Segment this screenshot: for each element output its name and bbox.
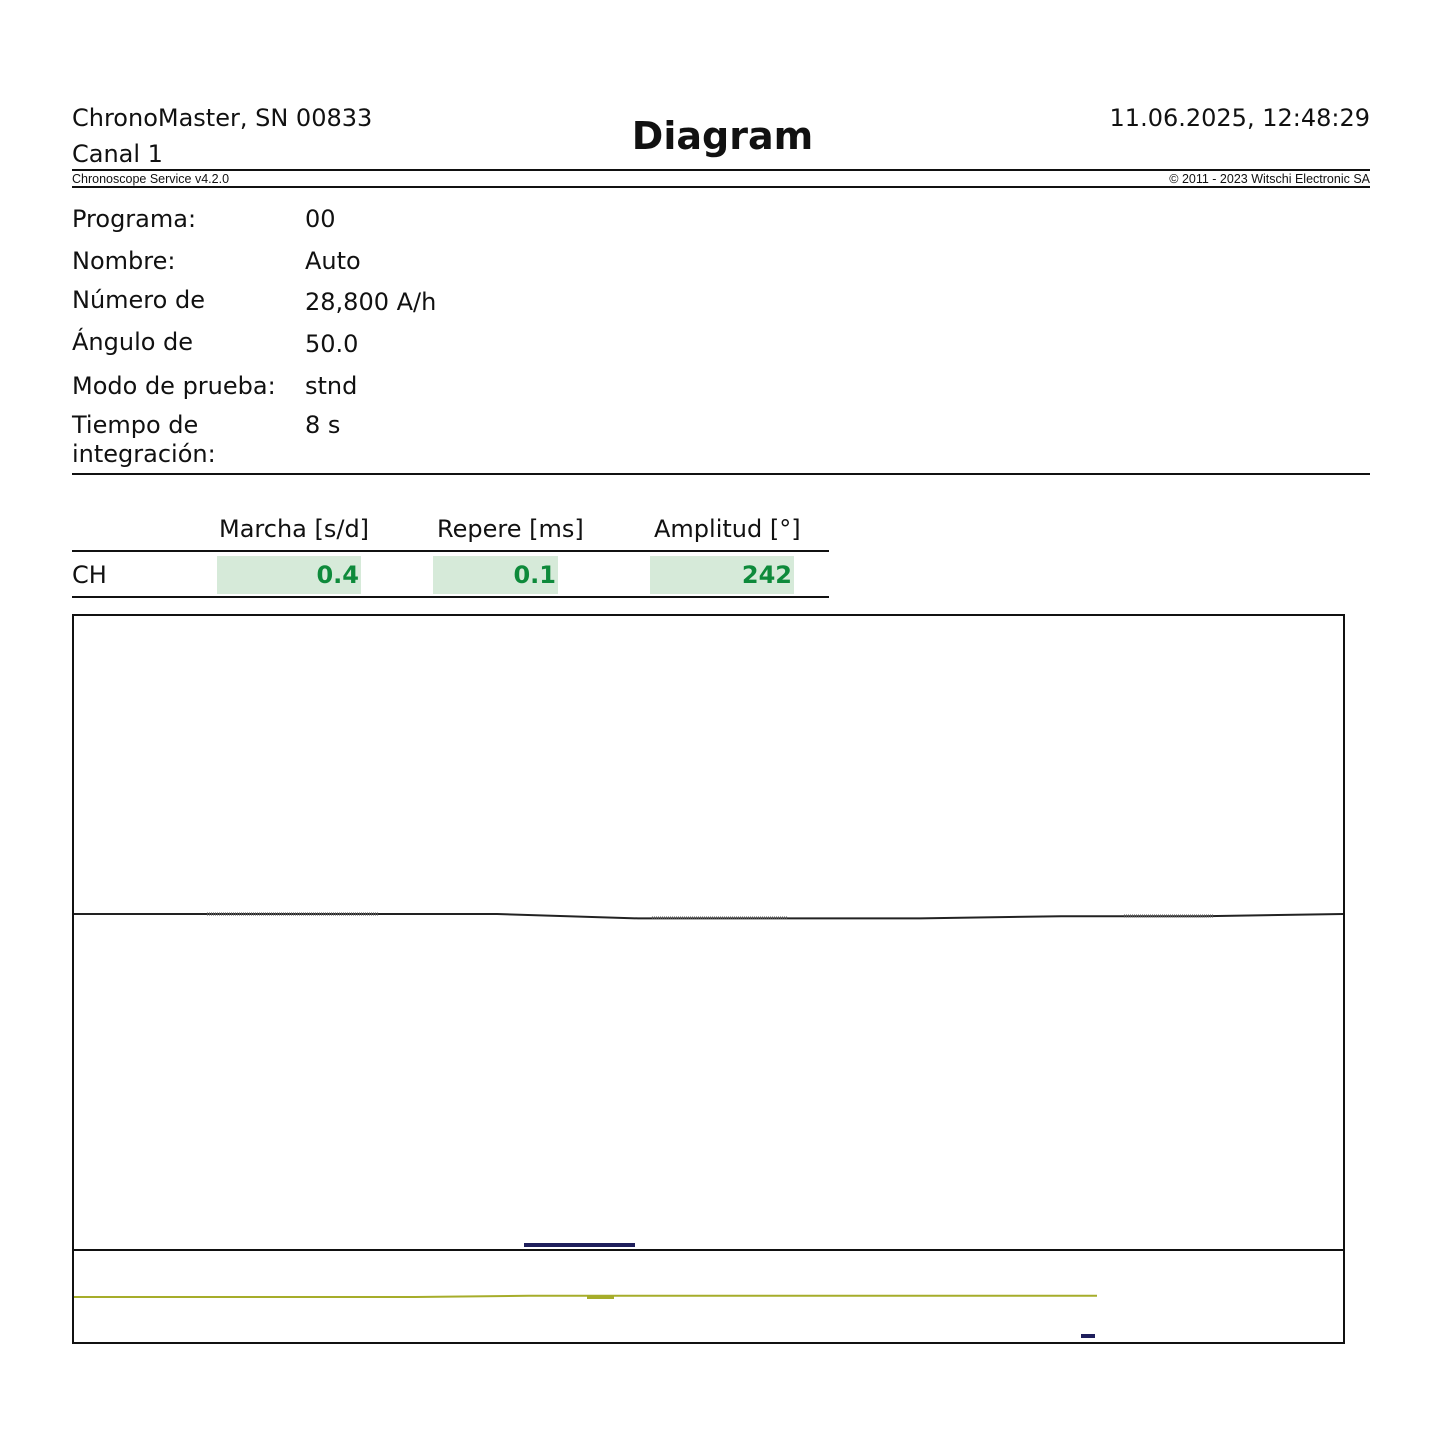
software-version: Chronoscope Service v4.2.0: [72, 172, 230, 186]
copyright-notice: © 2011 - 2023 Witschi Electronic SA: [1169, 172, 1370, 186]
channel-label: Canal 1: [72, 140, 163, 168]
params-rule: [72, 473, 1370, 475]
amplitude-value: 242: [650, 556, 794, 594]
param-label: Modo de prueba:: [72, 372, 276, 400]
results-bottom-rule: [72, 596, 829, 598]
param-label: Tiempo de integración:: [72, 411, 216, 468]
row-label: CH: [72, 561, 107, 589]
header-bottom-rule: [72, 186, 1370, 188]
beat-error-value: 0.1: [433, 556, 558, 594]
results-header-rule: [72, 550, 829, 552]
param-label: Programa:: [72, 205, 197, 233]
column-header: Marcha [s/d]: [219, 515, 370, 543]
param-value: 8 s: [305, 411, 341, 439]
device-name: ChronoMaster, SN 00833: [72, 104, 373, 132]
column-header: Repere [ms]: [437, 515, 584, 543]
param-value: stnd: [305, 372, 358, 400]
column-header: Amplitud [°]: [654, 515, 801, 543]
param-label: Número de: [72, 286, 205, 314]
param-value: Auto: [305, 247, 361, 275]
param-value: 50.0: [305, 330, 359, 358]
timestamp: 11.06.2025, 12:48:29: [1109, 104, 1370, 132]
param-label: Ángulo de: [72, 328, 194, 356]
param-value: 00: [305, 205, 336, 233]
diagram-frame: [73, 615, 1344, 1343]
header-top-rule: [72, 169, 1370, 171]
rate-value: 0.4: [217, 556, 361, 594]
param-label: Nombre:: [72, 247, 176, 275]
page-title: Diagram: [631, 114, 814, 158]
param-value: 28,800 A/h: [305, 288, 437, 316]
timing-diagram: [72, 614, 1346, 1345]
